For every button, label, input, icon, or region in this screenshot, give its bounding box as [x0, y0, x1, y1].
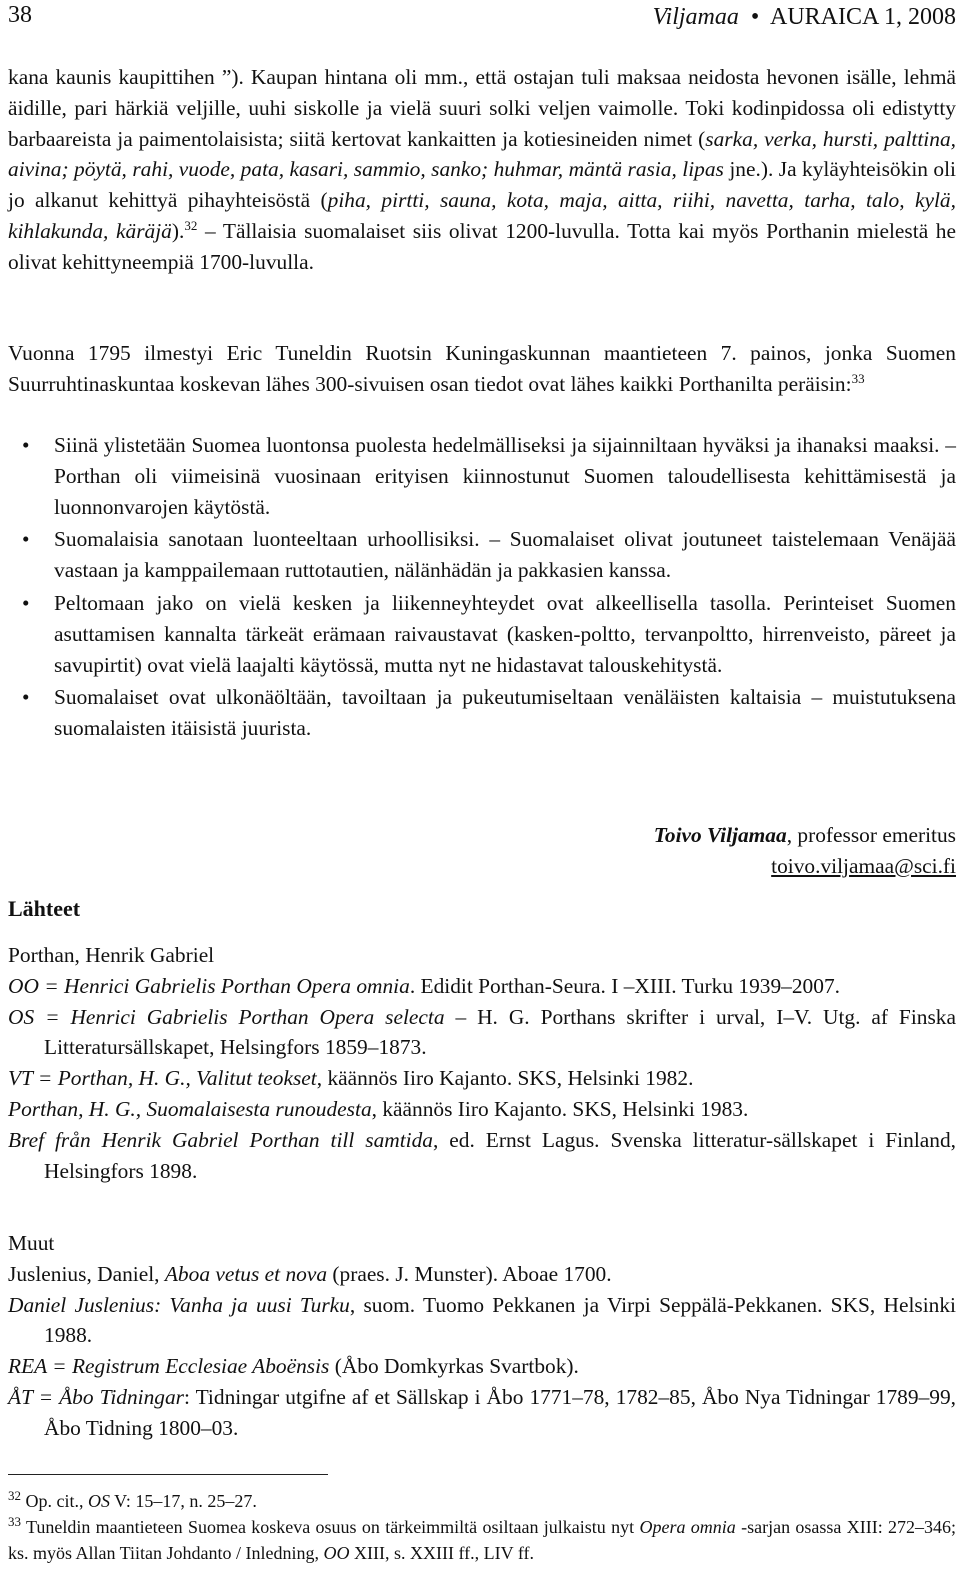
text-run: , käännös Iiro Kajanto. SKS, Helsinki 1983. — [371, 1096, 749, 1121]
italic-text: Daniel Juslenius: Vanha ja uusi Turku — [8, 1292, 350, 1317]
italic-text: Aboa vetus et nova — [164, 1261, 328, 1286]
italic-text: OS = Henrici Gabrielis Porthan Opera selecta — [8, 1004, 445, 1029]
reference-entry — [8, 1002, 956, 1064]
paragraph-1 — [8, 62, 956, 278]
running-head-journal: AURAICA 1, 2008 — [769, 4, 956, 30]
list-item — [8, 682, 956, 744]
sources-list-other — [8, 1228, 956, 1444]
italic-text: ÅT = Åbo Tidningar — [8, 1384, 185, 1409]
running-head-separator: • — [750, 4, 760, 30]
footnote-ref: 33 — [8, 1514, 21, 1529]
footnote-ref: 33 — [851, 370, 865, 386]
italic-text: VT = Porthan, H. G., Valitut teokset — [8, 1066, 317, 1091]
text-run: ). — [171, 218, 185, 243]
text-run: (Åbo Domkyrkas Svartbok). — [329, 1354, 579, 1379]
reference-entry — [8, 1094, 956, 1125]
sources-heading: Lähteet — [8, 896, 81, 921]
text-run: – H. G. Porthans skrifter i urval, I–V. Utg. af Finska Litteratursällskapet, Helsingfors 1859–1873. — [44, 1004, 956, 1060]
list-item-text: Suomalaiset ovat ulkonäöltään, tavoiltaan ja pukeutumiseltaan venäläisten kaltaisia – muistutuksena suomalaisten itäisistä juurista. — [54, 685, 956, 741]
italic-text: piha, pirtti, sauna, kota, maja, aitta, riihi, navetta, tarha, talo, kylä, kihlakunda, käräjä — [8, 188, 956, 243]
footnote-ref: 32 — [184, 217, 198, 233]
bullet-icon: • — [22, 527, 30, 552]
text-run: Vuonna 1795 ilmestyi Eric Tuneldin Ruotsin Kuningaskunnan maantieteen 7. painos, jonka Suomen Suurruhtinaskuntaa koskevan lähes 300-sivuisen osan tiedot ovat lähes kaikki Porthanilta peräisin: — [8, 341, 956, 396]
bullet-list — [8, 430, 956, 746]
italic-text: Porthan, H. G., Suomalaisesta runoudesta — [8, 1096, 372, 1121]
paragraph-2 — [8, 338, 956, 400]
text-run: . Edidit Porthan-Seura. I –XIII. Turku 1939–2007. — [409, 973, 840, 998]
reference-entry — [8, 1063, 956, 1094]
page-number: 38 — [8, 2, 32, 28]
running-head-author: Viljamaa — [652, 4, 739, 30]
list-item-text: Siinä ylistetään Suomea luontonsa puolesta hedelmälliseksi ja sijainniltaan hyväksi ja ihanaksi maaksi. – Porthan oli viimeisinä vuosinaan erityisen kiinnostunut Suomen taloudellisesta kehittämisestä ja luonnonvarojen käytöstä. — [54, 433, 956, 519]
reference-entry — [8, 1125, 956, 1187]
italic-text: REA = Registrum Ecclesiae Aboënsis — [8, 1354, 330, 1379]
text-run: – Tällaisia suomalaiset siis olivat 1200-luvulla. Totta kai myös Porthanin mielestä he olivat kehittyneempiä 1700-luvulla. — [8, 218, 956, 274]
text-run: jne.). — [723, 157, 774, 182]
text-run: kana kaunis kaupittihen ”). Kaupan hintana oli mm., että ostajan tuli maksaa neidosta hevonen isälle, lehmä äidille, pari härkiä veljille, uuhi siskolle ja vielä suuri solki veljen vaimolle. Toki kodinpidossa oli edistytty barbaareista ja paimentolaisista; siitä kertovat kankaitten ja kotiesineiden nimet ( — [8, 65, 956, 151]
author-signature — [654, 820, 956, 882]
list-item — [8, 588, 956, 680]
text-run: , suom. Tuomo Pekkanen ja Virpi Seppälä-Pekkanen. SKS, Helsinki 1988. — [44, 1292, 956, 1348]
footnotes — [8, 1488, 956, 1566]
reference-entry — [8, 1259, 956, 1290]
italic-text: Opera omnia — [639, 1517, 736, 1537]
reference-entry — [8, 1382, 956, 1444]
list-item — [8, 430, 956, 522]
text-run: , käännös Iiro Kajanto. SKS, Helsinki 1982. — [316, 1066, 694, 1091]
text-run: Ja kyläyhteisökin oli jo alkanut kehittyä pihayhteisöstä ( — [8, 157, 956, 213]
text-run: XIII, s. XXIII ff., LIV ff. — [349, 1543, 534, 1563]
text-run: : Tidningar utgifne af et Sällskap i Åbo 1771–78, 1782–85, Åbo Nya Tidningar 1789–99, Åbo Tidning 1800–03. — [44, 1384, 956, 1440]
list-item-text: Suomalaisia sanotaan luonteeltaan urhoollisiksi. – Suomalaiset olivat joutuneet taistelemaan Venäjää vastaan ja kamppailemaan ruttotautien, nälänhädän ja pakkasien kanssa. — [54, 527, 956, 583]
text-run: Porthan, Henrik Gabriel — [8, 943, 215, 967]
email-link[interactable]: toivo.viljamaa@sci.fi — [771, 853, 956, 878]
italic-text: OS — [88, 1491, 110, 1511]
italic-text: OO = Henrici Gabrielis Porthan Opera omnia — [8, 973, 410, 998]
running-head — [653, 4, 956, 31]
text-run: Juslenius, Daniel, — [8, 1261, 165, 1286]
reference-entry — [8, 971, 956, 1002]
bullet-icon: • — [22, 433, 30, 457]
italic-text: OO — [323, 1543, 350, 1563]
reference-entry — [8, 1290, 956, 1352]
reference-entry — [8, 1351, 956, 1382]
bullet-icon: • — [22, 590, 30, 615]
italic-text: sarka, verka, hursti, palttina, aivina; pöytä, rahi, vuode, pata, kasari, sammio, sanko; huhmar, mäntä rasia, lipas — [8, 126, 956, 182]
reference-entry — [8, 940, 956, 971]
list-item — [8, 524, 956, 586]
list-item-text: Peltomaan jako on vielä kesken ja liikenneyhteydet ovat alkeellisella tasolla. Perinteiset Suomen asuttamisen kannalta tärkeät erämaan raivaustavat (kasken-poltto, tervanpoltto, hirrenveisto, päreet ja savupirtit) ovat vielä laajalti käytössä, mutta nyt ne hidastavat talouskehitystä. — [54, 590, 956, 677]
sources-list-primary — [8, 940, 956, 1186]
bullet-icon: • — [22, 685, 30, 710]
signature-name: Toivo Viljamaa — [653, 823, 787, 847]
reference-subheading — [8, 1228, 956, 1259]
text-run: Muut — [8, 1231, 55, 1255]
text-run: -sarjan osassa XIII: 272–346; ks. myös Allan Tiitan Johdanto / Inledning, — [8, 1517, 957, 1563]
signature-title: , professor emeritus — [786, 823, 956, 847]
text-run: (praes. J. Munster). Aboae 1700. — [327, 1261, 612, 1286]
text-run: Tuneldin maantieteen Suomea koskeva osuus on tärkeimmiltä osiltaan julkaistu nyt — [21, 1517, 640, 1537]
footnote-divider — [8, 1474, 328, 1475]
footnote — [8, 1514, 956, 1566]
footnote — [8, 1488, 956, 1514]
text-run: V: 15–17, n. 25–27. — [110, 1491, 257, 1511]
text-run: , ed. Ernst Lagus. Svenska litteratur-sällskapet i Finland, Helsingfors 1898. — [44, 1127, 956, 1183]
text-run: Op. cit., — [21, 1491, 88, 1511]
italic-text: Bref från Henrik Gabriel Porthan till samtida — [8, 1127, 433, 1152]
footnote-ref: 32 — [8, 1488, 21, 1503]
